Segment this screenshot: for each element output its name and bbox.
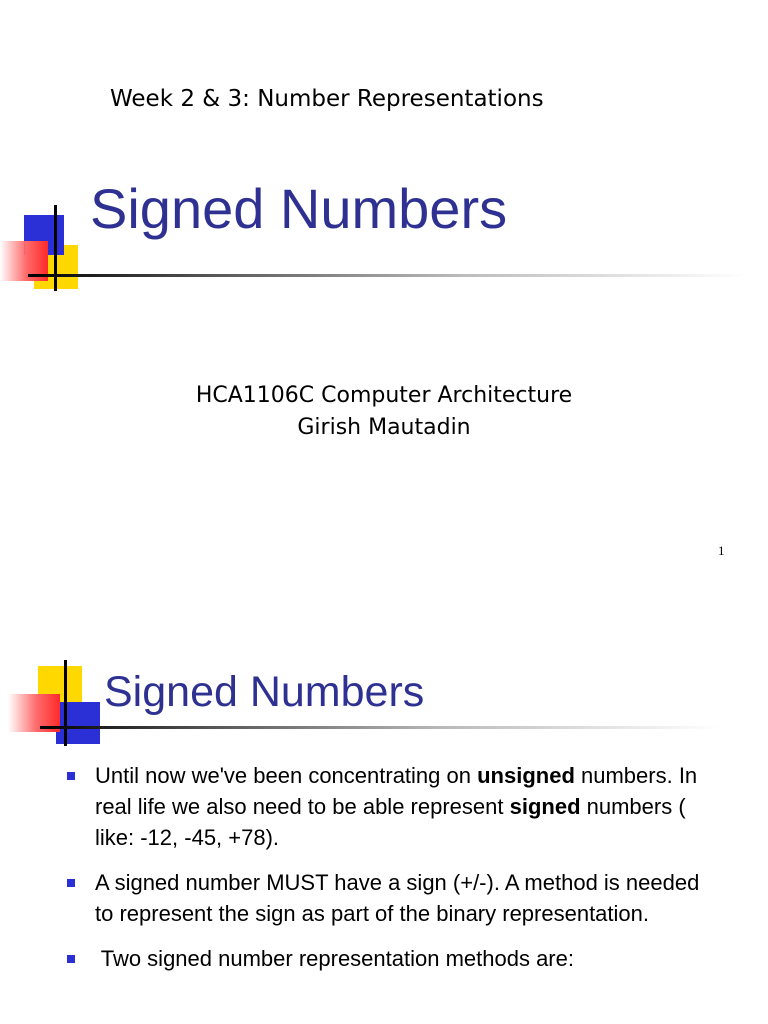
square-bullet-icon bbox=[67, 772, 75, 780]
week-subheading: Week 2 & 3: Number Representations bbox=[110, 86, 544, 112]
bullet-text: numbers ( like: -12, -45, +78). bbox=[95, 794, 686, 850]
bullet-text: Until now we've been concentrating on bbox=[95, 763, 478, 788]
author-name: Girish Mautadin bbox=[297, 415, 471, 440]
title-underline bbox=[40, 726, 720, 729]
vertical-rule bbox=[54, 205, 57, 291]
bullet-text: A signed number MUST have a sign (+/-). A method is needed to represent the sign as part of the binary representation. bbox=[95, 870, 700, 926]
course-name: HCA1106C Computer Architecture bbox=[195, 383, 573, 408]
bullet-list bbox=[64, 760, 714, 988]
corner-decoration-graphic bbox=[0, 658, 110, 748]
bullet-item bbox=[64, 943, 714, 974]
bullet-emphasis: signed bbox=[509, 794, 581, 819]
bullet-text: numbers. In real life we also need to be able represent bbox=[95, 763, 698, 819]
slide-title: Signed Numbers bbox=[90, 177, 508, 240]
content-slide bbox=[0, 620, 768, 1024]
page-number: 1 bbox=[718, 543, 725, 558]
title-underline bbox=[28, 274, 748, 277]
square-bullet-icon bbox=[67, 955, 75, 963]
bullet-text: Two signed number representation methods are: bbox=[95, 946, 574, 971]
blue-square bbox=[56, 702, 100, 744]
bullet-item bbox=[64, 867, 714, 929]
slide-title: Signed Numbers bbox=[104, 668, 425, 716]
square-bullet-icon bbox=[67, 879, 75, 887]
bullet-item bbox=[64, 760, 714, 853]
vertical-rule bbox=[64, 660, 67, 746]
bullet-emphasis: unsigned bbox=[477, 763, 575, 788]
corner-decoration-graphic bbox=[0, 205, 100, 295]
